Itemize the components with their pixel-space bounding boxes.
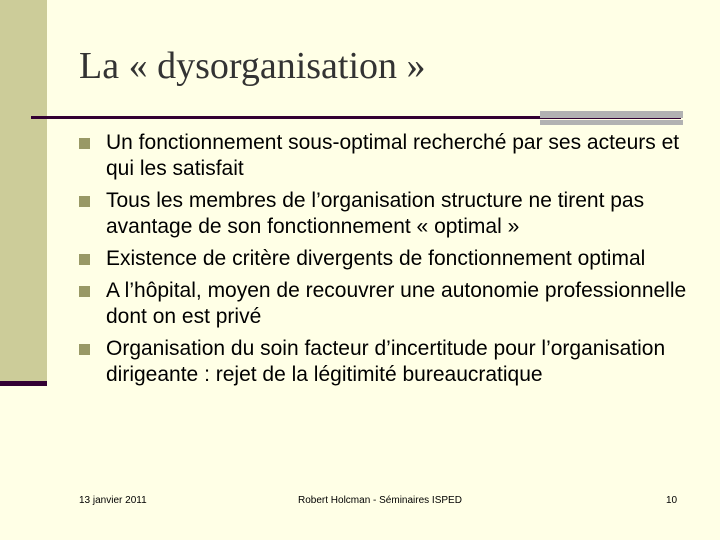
bullet-text: Organisation du soin facteur d’incertitude pour l’organisation dirigeante : rejet de la légitimité bureaucratique <box>106 337 666 386</box>
bullet-item <box>79 188 689 240</box>
slide-number: 10 <box>666 495 678 506</box>
bullet-text: Un fonctionnement sous-optimal recherché par ses acteurs et qui les satisfait <box>106 131 680 180</box>
bullet-item <box>79 278 689 330</box>
square-bullet-icon <box>79 254 90 265</box>
square-bullet-icon <box>79 286 90 297</box>
square-bullet-icon <box>79 344 90 355</box>
footer-author: Robert Holcman - Séminaires ISPED <box>298 495 462 506</box>
bullet-text: Tous les membres de l’organisation structure ne tirent pas avantage de son fonctionnement « optimal » <box>106 189 645 238</box>
left-decorative-band <box>0 0 47 383</box>
bullet-item <box>79 246 689 272</box>
bullet-text: Existence de critère divergents de fonctionnement optimal <box>106 247 646 270</box>
bullet-list <box>79 130 689 394</box>
square-bullet-icon <box>79 138 90 149</box>
footer-date: 13 janvier 2011 <box>79 495 147 506</box>
title-divider-accent-bottom <box>540 120 683 125</box>
left-band-edge <box>0 381 47 386</box>
slide-title: La « dysorganisation » <box>79 45 426 87</box>
bullet-item <box>79 130 689 182</box>
title-divider-accent-top <box>540 111 683 118</box>
square-bullet-icon <box>79 196 90 207</box>
bullet-item <box>79 336 689 388</box>
bullet-text: A l’hôpital, moyen de recouvrer une autonomie professionnelle dont on est privé <box>106 279 687 328</box>
